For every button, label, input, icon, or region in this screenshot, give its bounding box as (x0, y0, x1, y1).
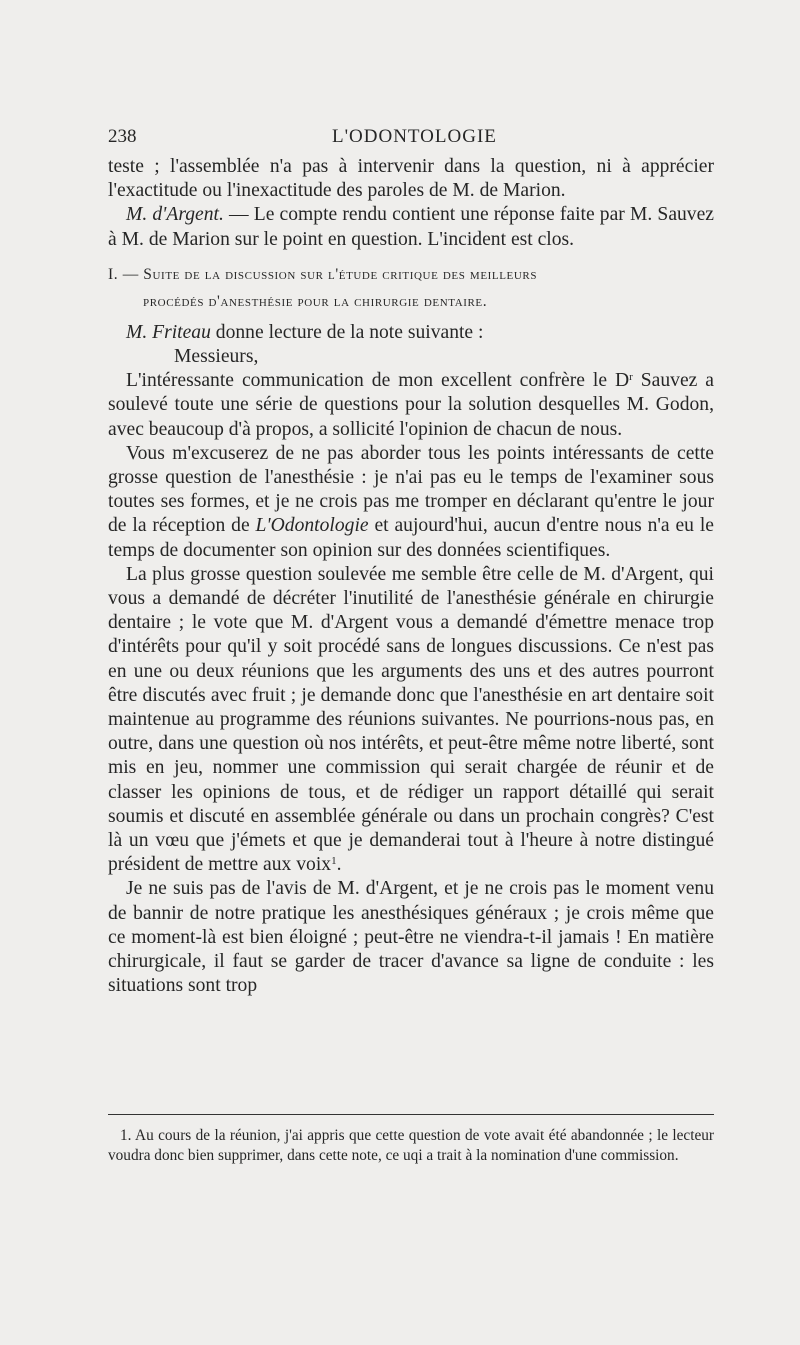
paragraph-communication (108, 369, 714, 442)
paragraph-excuse (108, 442, 714, 563)
speaker-name: M. Friteau (126, 321, 211, 343)
running-title: L'ODONTOLOGIE (332, 126, 497, 147)
footnote-ref: 1 (331, 855, 337, 868)
paragraph-text: et aujourd'hui, aucun d'entre nous n'a eu le temps de documenter son opinion sur des données scientifiques. (108, 515, 714, 561)
paragraph-text: . (336, 854, 342, 876)
section-heading-line-2: procédés d'anesthésie pour la chirurgie dentaire. (143, 292, 488, 310)
paragraph-text: La plus grosse question soulevée me semble être celle de M. d'Argent, qui vous a demandé de décréter l'inutilité de l'anesthésie générale en chirurgie dentaire ; le vote que M. d'Argent vous a demandé d'émettre menace trop d'intérêts pour qu'il y soit procédé sans de longues discussions. Ce n'est pas en une ou deux réunions que les arguments des uns et des autres pourront être discutés avec fruit ; je demande donc que l'anesthésie en art dentaire soit maintenue au programme des réunions suivantes. Ne pourrions-nous pas, en outre, dans une question où nos intérêts, et peut-être même notre liberté, sont mis en jeu, nommer une commission qui serait chargée de réunir et de classer les opinions de tous, et de rédiger un rapport détaillé qui serait soumis et discuté en assemblée générale ou dans un prochain congrès? C'est là un vœu que j'émets et que je demanderai tout à l'heure à notre distingué président de mettre aux voix (108, 563, 714, 876)
journal-title: L'Odontologie (255, 515, 369, 537)
paragraph-friteau (108, 321, 714, 345)
paragraph-text: donne lecture de la note suivante : (210, 321, 484, 343)
salutation: Messieurs, (174, 346, 259, 368)
speaker-name: M. d'Argent. (126, 204, 224, 226)
page-number: 238 (108, 126, 137, 147)
paragraph-text: Sauvez a soulevé toute une série de questions pour la solution desquelles M. Godon, avec beaucoup d'à propos, a sollicité l'opinion de chacun de nous. (108, 370, 714, 440)
paragraph-text: L'intéressante communication de mon excellent confrère le D (126, 370, 630, 392)
paragraph-text: Vous m'excuserez de ne pas aborder tous les points intéressants de cette grosse question de l'anesthésie : je n'ai pas eu le temps de l'examiner sous toutes ses formes, et je ne crois pas me tromper en déclarant qu'entre le jour de la réception de (108, 442, 714, 537)
paragraph-text: — Le compte rendu contient une réponse faite par M. Sauvez à M. de Marion sur le point en question. L'incident est clos. (108, 204, 714, 250)
main-text (108, 155, 714, 999)
paragraph-dargent (108, 203, 714, 251)
paragraph-opinion: Je ne suis pas de l'avis de M. d'Argent, et je ne crois pas le moment venu de bannir de notre pratique les anesthésiques généraux ; je crois même que ce moment-là est bien éloigné ; peut-être ne viendra-t-il jamais ! En matière chirurgicale, il faut se garder de tracer d'avance sa ligne de conduite : les situations sont trop (108, 878, 714, 997)
footnote: 1. Au cours de la réunion, j'ai appris que cette question de vote avait été abandonnée ; le lecteur voudra donc bien supprimer, dans cette note, ce uqi a trait à la nomination d'une commission. (108, 1127, 714, 1164)
paragraph-continuation: teste ; l'assemblée n'a pas à intervenir dans la question, ni à apprécier l'exactitude ou l'inexactitude des paroles de M. de Marion. (108, 156, 714, 202)
superscript: r (629, 371, 633, 384)
section-heading-line-1: I. — Suite de la discussion sur l'étude critique des meilleurs (108, 265, 538, 283)
section-heading (108, 261, 714, 315)
paragraph-question (108, 563, 714, 878)
footnote-rule (108, 1114, 714, 1115)
